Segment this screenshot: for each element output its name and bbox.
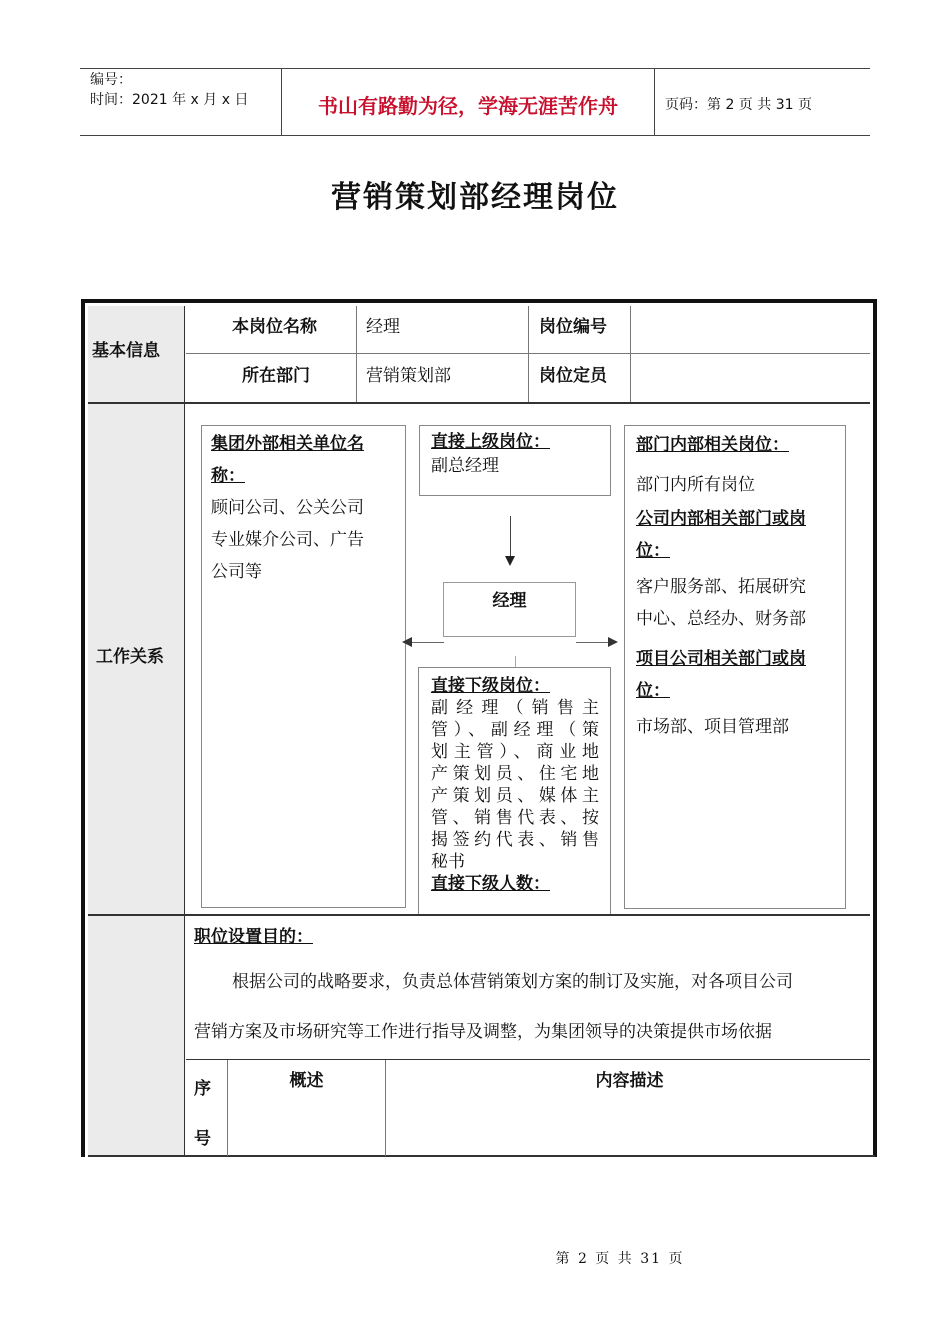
purpose-text-line: 根据公司的战略要求，负责总体营销策划方案的制订及实施，对各项目公司 xyxy=(232,972,793,992)
subordinate-heading: 直接下级岗位： xyxy=(431,676,550,696)
cell-divider xyxy=(528,306,529,402)
external-units-heading-cont: 称： xyxy=(211,466,245,486)
header-motto: 书山有路勤为径，学海无涯苦作舟 xyxy=(318,94,618,118)
table-border-top xyxy=(81,299,877,303)
subordinate-line: 划主管）、商业地 xyxy=(431,742,599,762)
department-value: 营销策划部 xyxy=(366,366,451,386)
superior-heading: 直接上级岗位： xyxy=(431,432,550,452)
label-column xyxy=(88,306,184,1156)
company-dept-heading-cont: 位： xyxy=(636,541,670,561)
company-dept-heading: 公司内部相关部门或岗 xyxy=(636,509,806,529)
internal-dept-value: 部门内所有岗位 xyxy=(636,475,755,495)
project-dept-heading: 项目公司相关部门或岗 xyxy=(636,649,806,669)
section-divider xyxy=(88,402,870,404)
document-number-label: 编号： xyxy=(90,72,132,88)
project-dept-value: 市场部、项目管理部 xyxy=(636,717,789,737)
center-post-label: 经理 xyxy=(492,591,527,611)
subordinate-line: 产策划员、媒体主 xyxy=(431,786,599,806)
column-divider xyxy=(184,306,185,1156)
subordinate-line: 管、销售代表、按 xyxy=(431,808,599,828)
company-dept-line: 中心、总经办、财务部 xyxy=(636,609,806,629)
table-border-right xyxy=(873,299,877,1157)
table-border-left xyxy=(81,299,85,1157)
project-dept-heading-cont: 位： xyxy=(636,681,670,701)
arrow-down-icon xyxy=(505,556,515,566)
post-name-value: 经理 xyxy=(366,317,400,337)
header-meta xyxy=(90,70,248,110)
row-divider xyxy=(186,1059,870,1060)
company-dept-line: 客户服务部、拓展研究 xyxy=(636,577,806,597)
purpose-text-line: 营销方案及市场研究等工作进行指导及调整，为集团领导的决策提供市场依据 xyxy=(194,1022,772,1042)
department-label: 所在部门 xyxy=(242,366,310,386)
column-header-number-part: 号 xyxy=(194,1129,211,1149)
internal-dept-heading: 部门内部相关岗位： xyxy=(636,435,789,455)
subordinate-line: 管）、副经理（策 xyxy=(431,720,599,740)
page-title: 营销策划部经理岗位 xyxy=(331,180,619,215)
arrow-right-icon xyxy=(608,637,618,647)
superior-value: 副总经理 xyxy=(431,456,499,476)
connector-left xyxy=(410,642,444,643)
subordinate-line: 副经理（销售主 xyxy=(431,698,599,718)
purpose-heading: 职位设置目的： xyxy=(194,927,313,947)
subordinate-line: 揭签约代表、销售 xyxy=(431,830,599,850)
subordinate-line: 产策划员、住宅地 xyxy=(431,764,599,784)
document-time-label: 时间：2021 年 x 月 x 日 xyxy=(90,92,249,108)
external-units-line: 顾问公司、公关公司 xyxy=(211,498,364,518)
arrow-left-icon xyxy=(402,637,412,647)
internal-relations-text xyxy=(636,429,806,743)
external-units-heading: 集团外部相关单位名 xyxy=(211,434,364,454)
header-divider xyxy=(654,68,655,136)
section-divider xyxy=(88,914,870,916)
subordinate-count-label: 直接下级人数： xyxy=(431,874,550,894)
page-footer: 第 2 页 共 31 页 xyxy=(555,1251,685,1267)
basic-info-label: 基本信息 xyxy=(92,341,160,361)
header-bottom-rule xyxy=(80,135,870,136)
cell-divider xyxy=(356,306,357,402)
post-name-label: 本岗位名称 xyxy=(232,317,317,337)
external-units-text xyxy=(211,428,364,588)
cell-divider xyxy=(630,306,631,402)
connector-right xyxy=(576,642,610,643)
work-relations-label: 工作关系 xyxy=(96,647,164,667)
column-header-number xyxy=(194,1064,211,1164)
external-units-line: 专业媒介公司、广告 xyxy=(211,530,364,550)
column-header-description: 内容描述 xyxy=(595,1071,664,1091)
column-header-number-part: 序 xyxy=(194,1079,211,1099)
hierarchy-arrow-line xyxy=(510,516,511,558)
column-header-summary: 概述 xyxy=(289,1071,324,1091)
external-units-line: 公司等 xyxy=(211,562,262,582)
superior-text xyxy=(431,430,550,478)
header-top-rule xyxy=(80,68,870,69)
subordinate-text xyxy=(431,675,599,895)
post-code-label: 岗位编号 xyxy=(539,317,607,337)
staffing-label: 岗位定员 xyxy=(539,366,607,386)
subordinate-line: 秘书 xyxy=(431,852,465,872)
header-divider xyxy=(281,68,282,136)
header-page-info: 页码：第 2 页 共 31 页 xyxy=(665,97,812,113)
